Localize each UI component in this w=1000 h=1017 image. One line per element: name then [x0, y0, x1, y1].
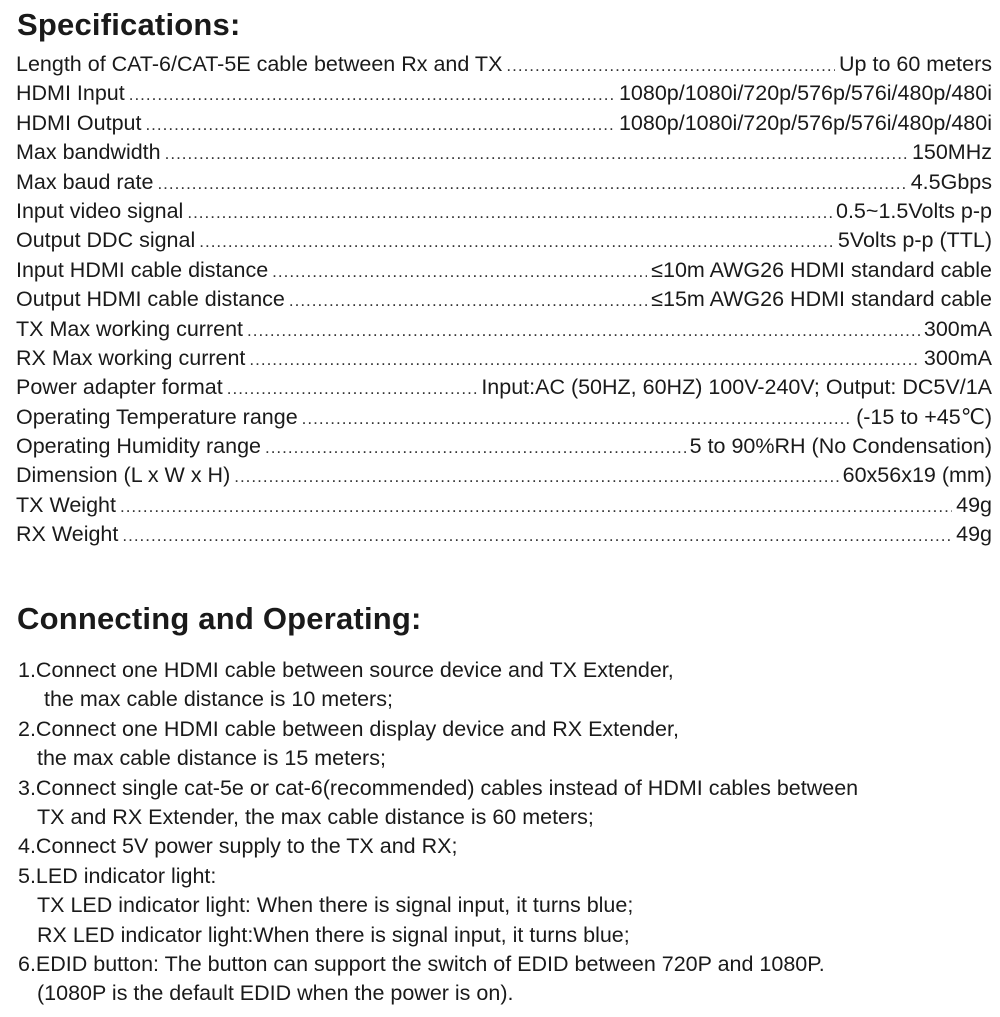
dot-leader: [247, 316, 920, 345]
spec-row: [16, 403, 992, 432]
spec-value: ≤10m AWG26 HDMI standard cable: [651, 257, 992, 282]
step-line: 3.Connect single cat-5e or cat-6(recommended) cables instead of HDMI cables between: [18, 775, 859, 800]
dot-leader: [145, 110, 615, 139]
spec-value: (-15 to +45℃): [856, 404, 992, 429]
spec-value: ≤15m AWG26 HDMI standard cable: [651, 287, 992, 312]
spec-label: RX Max working current: [16, 345, 246, 370]
dot-leader: [265, 433, 686, 462]
spec-label: HDMI Input: [16, 81, 125, 106]
dot-leader: [249, 345, 919, 374]
spec-label: Dimension (L x W x H): [16, 463, 231, 488]
spec-row: [16, 256, 992, 285]
spec-label: Power adapter format: [16, 375, 223, 400]
spec-label: HDMI Output: [16, 110, 142, 135]
spec-value: 300mA: [923, 345, 992, 370]
dot-leader: [122, 521, 952, 550]
dot-leader: [120, 492, 952, 521]
step-line: 6.EDID button: The button can support the switch of EDID between 720P and 1080P.: [18, 951, 825, 976]
dot-leader: [129, 80, 615, 109]
spec-value: 4.5Gbps: [910, 169, 992, 194]
spec-row: [16, 79, 992, 108]
dot-leader: [157, 169, 906, 198]
spec-label: Input HDMI cable distance: [16, 257, 269, 282]
spec-row: [16, 315, 992, 344]
step-line: 1.Connect one HDMI cable between source device and TX Extender,: [18, 658, 674, 682]
dot-leader: [272, 257, 647, 286]
spec-label: TX Weight: [16, 492, 116, 517]
spec-value: 1080p/1080i/720p/576p/576i/480p/480i: [618, 110, 992, 135]
spec-value: Up to 60 meters: [839, 52, 992, 76]
step-continuation: TX LED indicator light: When there is signal input, it turns blue;: [37, 893, 634, 918]
step-continuation: the max cable distance is 10 meters;: [44, 687, 393, 712]
dot-leader: [289, 286, 647, 315]
spec-row: [16, 285, 992, 314]
spec-label: Output HDMI cable distance: [16, 287, 285, 312]
step-continuation: RX LED indicator light:When there is signal input, it turns blue;: [37, 922, 630, 947]
dot-leader: [302, 404, 852, 433]
spec-value: 49g: [956, 522, 992, 547]
dot-leader: [227, 374, 478, 403]
spec-value: 60x56x19 (mm): [842, 463, 992, 488]
spec-value: 150MHz: [911, 140, 992, 165]
spec-row: [16, 373, 992, 402]
step-continuation: (1080P is the default EDID when the power is on).: [37, 981, 514, 1006]
spec-row: [16, 520, 992, 549]
spec-label: Operating Temperature range: [16, 404, 298, 429]
step-line: 5.LED indicator light:: [18, 863, 217, 888]
spec-value: 5Volts p-p (TTL): [837, 228, 992, 253]
dot-leader: [165, 139, 908, 168]
spec-value: 1080p/1080i/720p/576p/576i/480p/480i: [618, 81, 992, 106]
spec-label: Output DDC signal: [16, 228, 196, 253]
spec-label: Length of CAT-6/CAT-5E cable between Rx and TX: [16, 52, 503, 76]
spec-value: 5 to 90%RH (No Condensation): [689, 434, 992, 459]
dot-leader: [234, 462, 838, 491]
step-continuation: TX and RX Extender, the max cable distance is 60 meters;: [37, 804, 594, 829]
spec-value: 49g: [956, 492, 992, 517]
step-continuation: the max cable distance is 15 meters;: [37, 746, 386, 771]
spec-row: [16, 50, 992, 79]
spec-row: [16, 491, 992, 520]
spec-value: Input:AC (50HZ, 60HZ) 100V-240V; Output: DC5V/1A: [481, 375, 992, 400]
spec-label: Max baud rate: [16, 169, 154, 194]
spec-row: [16, 344, 992, 373]
operating-steps-list: [18, 656, 988, 1009]
specifications-list: [16, 50, 992, 550]
spec-value: 0.5~1.5Volts p-p: [836, 198, 992, 223]
spec-row: [16, 461, 992, 490]
spec-row: [16, 168, 992, 197]
spec-row: [16, 109, 992, 138]
dot-leader: [506, 51, 835, 80]
specifications-heading: Specifications:: [17, 7, 241, 42]
step-line: 2.Connect one HDMI cable between display device and RX Extender,: [18, 716, 679, 741]
spec-row: [16, 226, 992, 255]
spec-row: [16, 432, 992, 461]
connecting-operating-heading: Connecting and Operating:: [17, 601, 422, 636]
spec-label: Operating Humidity range: [16, 434, 261, 459]
spec-label: Input video signal: [16, 198, 184, 223]
spec-value: 300mA: [923, 316, 992, 341]
dot-leader: [187, 198, 832, 227]
spec-label: RX Weight: [16, 522, 119, 547]
spec-row: [16, 197, 992, 226]
spec-label: TX Max working current: [16, 316, 244, 341]
spec-row: [16, 138, 992, 167]
dot-leader: [199, 227, 834, 256]
spec-label: Max bandwidth: [16, 140, 161, 165]
step-line: 4.Connect 5V power supply to the TX and RX;: [18, 834, 458, 859]
